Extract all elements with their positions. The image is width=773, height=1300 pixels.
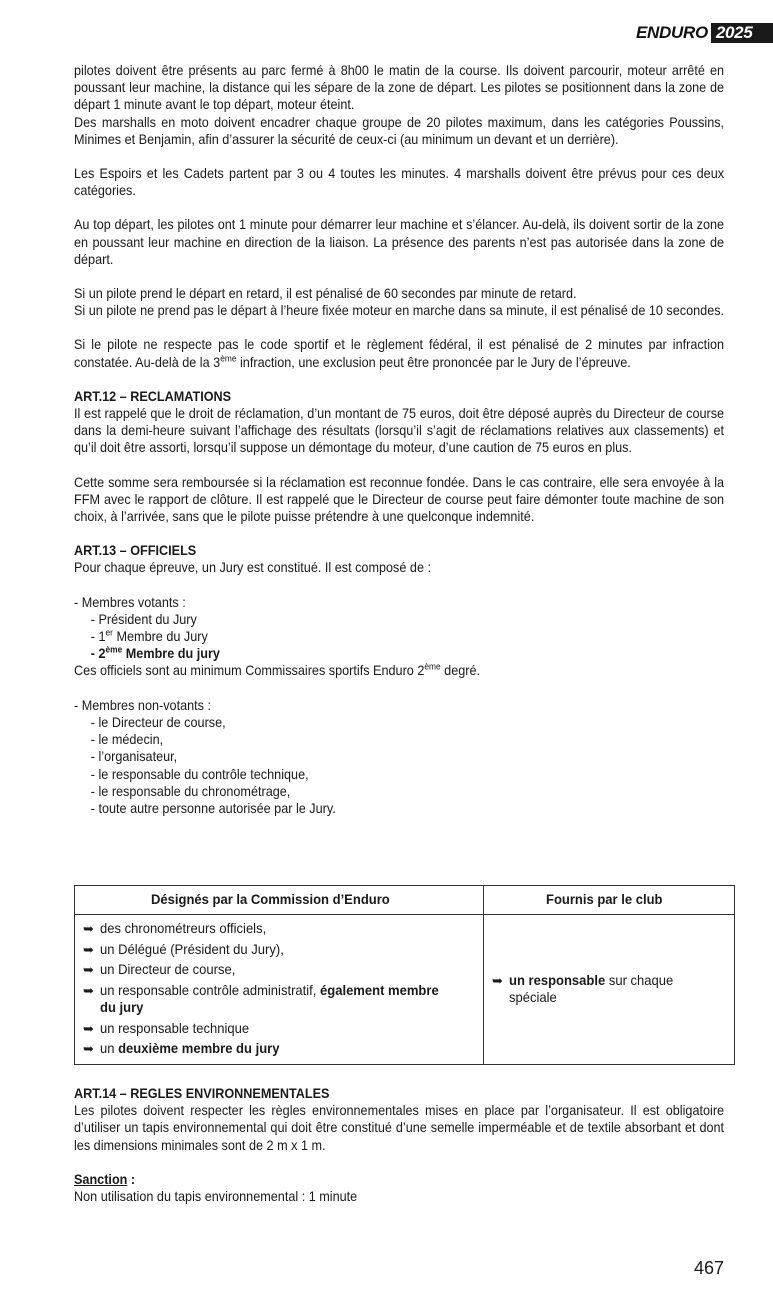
header-year-badge: 2025 xyxy=(711,23,773,43)
non-voting-member: - le médecin, xyxy=(90,732,164,748)
sanction-text: Non utilisation du tapis environnemental : 1 minute xyxy=(74,1189,358,1205)
list-item: ➥ un Directeur de course, xyxy=(83,961,236,977)
article-12-paragraph-1: Il est rappelé que le droit de réclamation, d’un montant de 75 euros, doit être déposé auprès du Directeur de course dans la demi-heure suivant l’affichage des résultats (lorsqu’il s’agit de réclamations relatives aux classements) et qu’il doit être assorti, lorsqu’il suppose un démontage du moteur, d’une caution de 75 euros en plus. xyxy=(74,406,725,456)
main-content xyxy=(74,62,724,817)
table-header-commission: Désignés par la Commission d’Enduro xyxy=(75,886,484,915)
non-voting-member: - toute autre personne autorisée par le Jury. xyxy=(90,800,336,816)
table-row xyxy=(75,915,735,1065)
arrow-icon: ➥ xyxy=(83,982,94,998)
table-header-row xyxy=(75,886,735,915)
paragraph-top-depart: Au top départ, les pilotes ont 1 minute pour démarrer leur machine et s’élancer. Au-delà, ils doivent sortir de la zone en poussant leur machine en direction de la liaison. La présence des parents n’est pas autorisée dans la zone de départ. xyxy=(74,217,725,267)
article-12-title: ART.12 – RECLAMATIONS xyxy=(74,388,232,404)
officials-note: Ces officiels sont au minimum Commissaires sportifs Enduro 2ème degré. xyxy=(74,661,481,679)
non-voting-member: - le responsable du contrôle technique, xyxy=(90,766,309,782)
article-12-paragraph-2: Cette somme sera remboursée si la réclamation est reconnue fondée. Dans le cas contraire, elle sera envoyée à la FFM avec le rapport de clôture. Il est rappelé que le Directeur de course peut faire démonter toute machine de son choix, à l’arrivée, sans que le pilote puisse prétendre à une quelconque indemnité. xyxy=(74,474,725,525)
voting-member-2: - 1er Membre du Jury xyxy=(90,627,208,645)
article-14-section xyxy=(74,1085,724,1205)
paragraph-code-sportif: Si le pilote ne respecte pas le code sportif et le règlement fédéral, il est pénalisé de 2 minutes par infraction constatée. Au-delà de la 3ème infraction, une exclusion peut être prononcée par le Jury de l’épreuve. xyxy=(74,337,725,370)
paragraph-retard: Si un pilote prend le départ en retard, il est pénalisé de 60 secondes par minute de retard. xyxy=(74,286,577,302)
page-header xyxy=(636,23,773,43)
sanction-heading: Sanction : xyxy=(74,1171,136,1187)
paragraph-moteur-en-marche: Si un pilote ne prend pas le départ à l’heure fixée moteur en marche dans sa minute, il est pénalisé de 10 secondes. xyxy=(74,303,725,319)
non-voting-members-label: - Membres non-votants : xyxy=(74,697,212,713)
article-14-title: ART.14 – REGLES ENVIRONNEMENTALES xyxy=(74,1086,330,1101)
paragraph-parc-ferme: pilotes doivent être présents au parc fermé à 8h00 le matin de la course. Ils doivent parcourir, moteur arrêté en poussant leur machine, la distance qui les sépare de la zone de départ. Les pilotes se positionnent dans la zone de départ 1 minute avant le top départ, moteur éteint. xyxy=(74,63,725,113)
list-item: ➥ un Délégué (Président du Jury), xyxy=(83,940,284,957)
officials-table xyxy=(74,885,735,1065)
article-14-paragraph: Les pilotes doivent respecter les règles environnementales mises en place par l’organisateur. Il est obligatoire d’utiliser un tapis environnemental qui doit être constitué d’une semelle imperméable et de textile absorbant et dont les dimensions minimales sont de 2 m x 1 m. xyxy=(74,1103,725,1153)
arrow-icon: ➥ xyxy=(83,1020,94,1036)
arrow-icon: ➥ xyxy=(83,941,94,957)
list-item: ➥ des chronométreurs officiels, xyxy=(83,920,267,936)
commission-officials-cell xyxy=(75,915,484,1065)
list-item: ➥ un responsable technique xyxy=(83,1019,250,1036)
paragraph-espoirs-cadets: Les Espoirs et les Cadets partent par 3 ou 4 toutes les minutes. 4 marshalls doivent être prévus pour ces deux catégories. xyxy=(74,166,725,199)
paragraph-marshalls: Des marshalls en moto doivent encadrer chaque groupe de 20 pilotes maximum, dans les catégories Poussins, Minimes et Benjamin, afin d’assurer la sécurité de ceux-ci (au minimum un devant et un derrière). xyxy=(74,114,725,147)
list-item: ➥ un responsable contrôle administratif, également membre du jury xyxy=(83,981,439,1015)
header-brand: ENDURO xyxy=(636,23,708,42)
non-voting-member: - le Directeur de course, xyxy=(90,714,226,730)
voting-members-label: - Membres votants : xyxy=(74,594,186,610)
arrow-icon: ➥ xyxy=(83,921,94,936)
arrow-icon: ➥ xyxy=(83,1041,94,1056)
article-13-title: ART.13 – OFFICIELS xyxy=(74,543,197,559)
page-number: 467 xyxy=(694,1258,725,1278)
arrow-icon: ➥ xyxy=(83,962,94,977)
club-officials-cell xyxy=(484,915,735,1065)
voting-member-1: - Président du Jury xyxy=(90,611,197,627)
non-voting-member: - le responsable du chronométrage, xyxy=(90,783,291,799)
voting-member-3: - 2ème Membre du jury xyxy=(90,644,220,662)
list-item: ➥ un deuxième membre du jury xyxy=(83,1040,280,1056)
list-item: ➥ un responsable sur chaque spéciale xyxy=(492,971,674,1006)
article-13-intro: Pour chaque épreuve, un Jury est constitué. Il est composé de : xyxy=(74,560,432,576)
arrow-icon: ➥ xyxy=(492,972,503,988)
table-header-club: Fournis par le club xyxy=(484,886,735,915)
non-voting-member: - l’organisateur, xyxy=(90,749,178,765)
